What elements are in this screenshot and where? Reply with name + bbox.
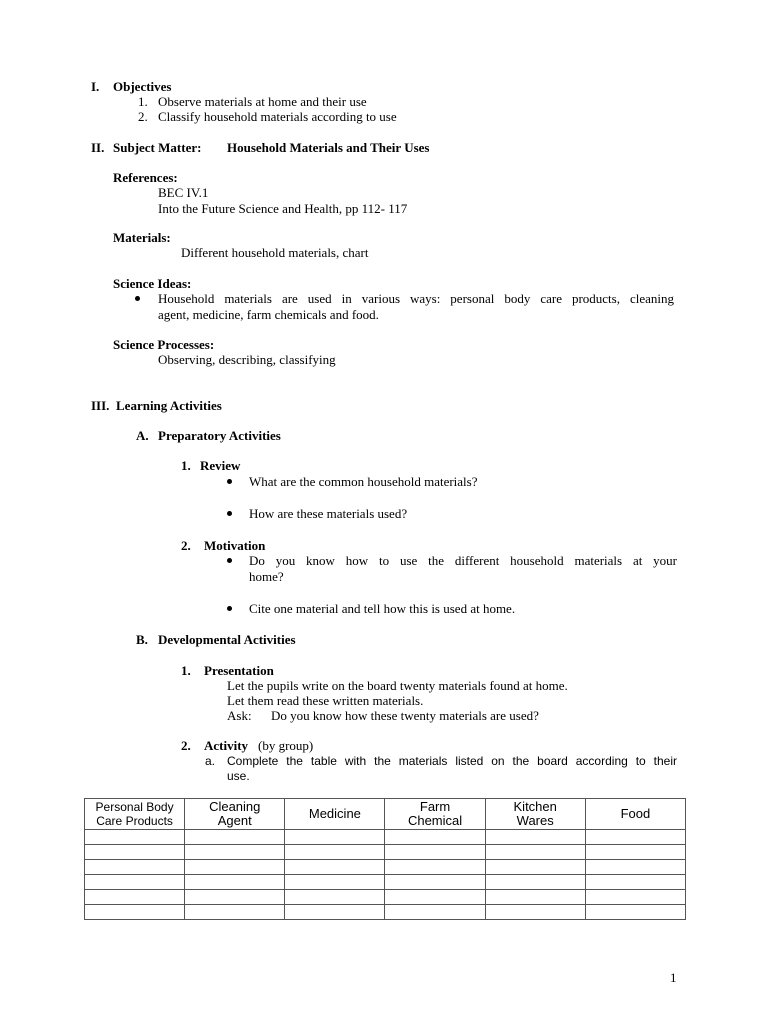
table-row — [85, 890, 686, 905]
presentation-line-1: Let the pupils write on the board twenty materials found at home. — [227, 678, 568, 693]
activity-num: 2. — [181, 738, 191, 753]
activity-table — [84, 798, 686, 920]
table-cell[interactable] — [385, 875, 485, 890]
motivation-num: 2. — [181, 538, 191, 553]
header-cleaning-agent: Cleaning Agent — [185, 799, 285, 830]
presentation-heading: Presentation — [204, 663, 274, 678]
reference-1: BEC IV.1 — [158, 185, 209, 200]
table-body — [85, 830, 686, 920]
references-label: References: — [113, 170, 178, 185]
science-ideas-line-2: agent, medicine, farm chemicals and food. — [158, 307, 379, 322]
motivation-question-2: Cite one material and tell how this is used at home. — [249, 601, 516, 616]
subject-matter-heading: Subject Matter: — [113, 140, 202, 155]
table-row — [85, 860, 686, 875]
table-cell[interactable] — [485, 845, 585, 860]
section-3-numeral: III. — [91, 398, 110, 413]
table-cell[interactable] — [485, 860, 585, 875]
presentation-line-2: Let them read these written materials. — [227, 693, 424, 708]
table-cell[interactable] — [385, 830, 485, 845]
activity-note: (by group) — [258, 738, 314, 753]
table-cell[interactable] — [385, 860, 485, 875]
table-cell[interactable] — [185, 830, 285, 845]
table-cell[interactable] — [585, 890, 685, 905]
bullet-icon — [227, 606, 232, 611]
table-cell[interactable] — [285, 860, 385, 875]
table-cell[interactable] — [485, 890, 585, 905]
task-letter: a. — [205, 754, 216, 768]
table-cell[interactable] — [185, 860, 285, 875]
activity-heading: Activity — [204, 738, 249, 753]
table-cell[interactable] — [385, 845, 485, 860]
science-processes-label: Science Processes: — [113, 337, 215, 352]
table-cell[interactable] — [85, 890, 185, 905]
table-cell[interactable] — [285, 830, 385, 845]
presentation-num: 1. — [181, 663, 191, 678]
table-cell[interactable] — [385, 890, 485, 905]
table-cell[interactable] — [585, 845, 685, 860]
objective-num-2: 2. — [138, 109, 148, 124]
motivation-question-1-line-2: home? — [249, 569, 284, 584]
table-cell[interactable] — [85, 905, 185, 920]
table-row — [85, 905, 686, 920]
table-cell[interactable] — [285, 845, 385, 860]
table-cell[interactable] — [85, 830, 185, 845]
table-cell[interactable] — [85, 860, 185, 875]
table-cell[interactable] — [285, 875, 385, 890]
preparatory-heading: Preparatory Activities — [158, 428, 281, 443]
section-2-numeral: II. — [91, 140, 105, 155]
header-food: Food — [585, 799, 685, 830]
table-cell[interactable] — [85, 875, 185, 890]
review-question-2: How are these materials used? — [249, 506, 408, 521]
preparatory-letter: A. — [136, 428, 149, 443]
table-row — [85, 830, 686, 845]
table-cell[interactable] — [585, 830, 685, 845]
developmental-heading: Developmental Activities — [158, 632, 296, 647]
objective-num-1: 1. — [138, 94, 148, 109]
science-ideas-line-1: Household materials are used in various ways: personal body care products, cleaning — [158, 291, 674, 306]
bullet-icon — [227, 558, 232, 563]
header-farm-chemical: Farm Chemical — [385, 799, 485, 830]
review-num: 1. — [181, 458, 191, 473]
subject-matter-title: Household Materials and Their Uses — [227, 140, 430, 155]
science-processes-text: Observing, describing, classifying — [158, 352, 336, 367]
ask-label: Ask: — [227, 708, 252, 723]
bullet-icon — [227, 511, 232, 516]
motivation-heading: Motivation — [204, 538, 266, 553]
ask-text: Do you know how these twenty materials are used? — [271, 708, 539, 723]
reference-2: Into the Future Science and Health, pp 112- 117 — [158, 201, 408, 216]
task-line-2: use. — [227, 769, 250, 783]
review-question-1: What are the common household materials? — [249, 474, 478, 489]
objectives-heading: Objectives — [113, 79, 172, 94]
bullet-icon — [135, 296, 140, 301]
table-cell[interactable] — [585, 875, 685, 890]
section-1-numeral: I. — [91, 79, 100, 94]
page-number: 1 — [670, 970, 677, 985]
table-cell[interactable] — [485, 875, 585, 890]
developmental-letter: B. — [136, 632, 148, 647]
header-medicine: Medicine — [285, 799, 385, 830]
table-cell[interactable] — [285, 890, 385, 905]
learning-activities-heading: Learning Activities — [116, 398, 222, 413]
table-cell[interactable] — [285, 905, 385, 920]
table-cell[interactable] — [485, 830, 585, 845]
table-cell[interactable] — [385, 905, 485, 920]
table-cell[interactable] — [185, 875, 285, 890]
table-cell[interactable] — [185, 890, 285, 905]
table-header-row — [85, 799, 686, 830]
table-cell[interactable] — [585, 905, 685, 920]
materials-text: Different household materials, chart — [181, 245, 369, 260]
header-kitchen-wares: Kitchen Wares — [485, 799, 585, 830]
materials-label: Materials: — [113, 230, 171, 245]
objective-2: Classify household materials according to use — [158, 109, 397, 124]
table-cell[interactable] — [85, 845, 185, 860]
header-personal-body-care-products: Personal Body Care Products — [85, 799, 185, 830]
table-cell[interactable] — [185, 845, 285, 860]
table-cell[interactable] — [485, 905, 585, 920]
review-heading: Review — [200, 458, 241, 473]
table-row — [85, 845, 686, 860]
bullet-icon — [227, 479, 232, 484]
objective-1: Observe materials at home and their use — [158, 94, 367, 109]
science-ideas-label: Science Ideas: — [113, 276, 192, 291]
table-cell[interactable] — [185, 905, 285, 920]
motivation-question-1-line-1: Do you know how to use the different household materials at your — [249, 553, 677, 568]
table-row — [85, 875, 686, 890]
table-cell[interactable] — [585, 860, 685, 875]
task-line-1: Complete the table with the materials listed on the board according to their — [227, 754, 677, 768]
